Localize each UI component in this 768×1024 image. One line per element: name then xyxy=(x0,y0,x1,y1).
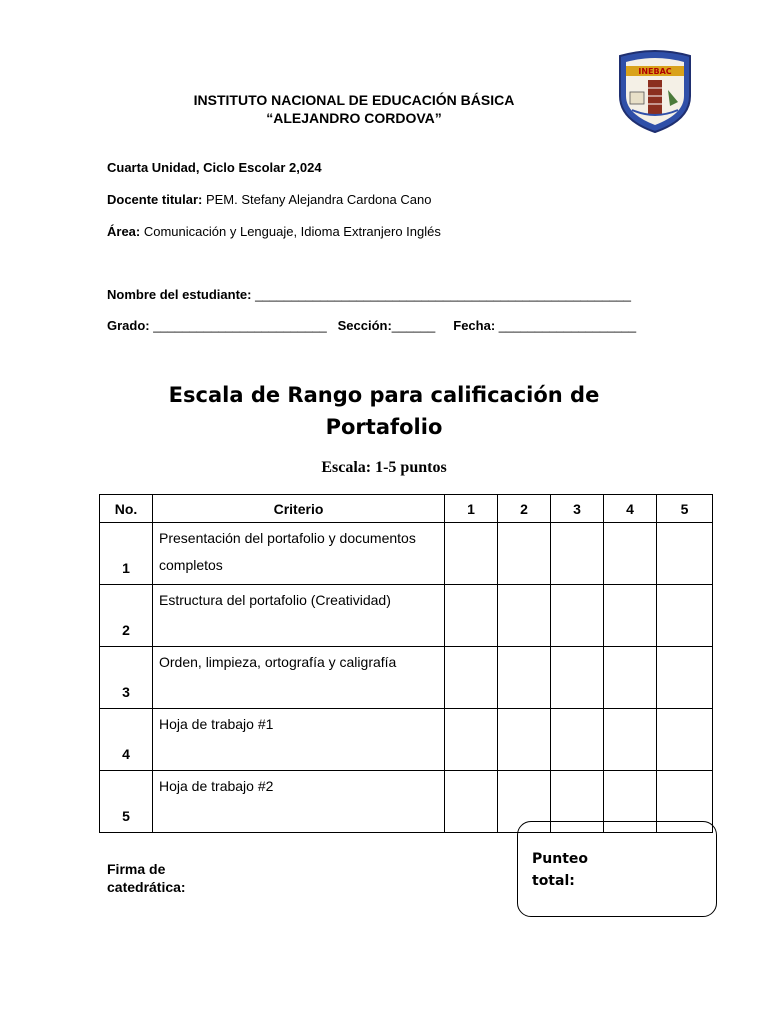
row-number: 5 xyxy=(100,771,153,833)
row-criterio: Hoja de trabajo #1 xyxy=(153,709,445,771)
header-score-3: 3 xyxy=(551,495,604,523)
header-score-1: 1 xyxy=(445,495,498,523)
student-name-line: Nombre del estudiante: ____________________________________________________ xyxy=(107,287,632,302)
row-criterio: Hoja de trabajo #2 xyxy=(153,771,445,833)
row-number: 1 xyxy=(100,523,153,585)
score-cell[interactable] xyxy=(604,585,657,647)
punteo-total-box[interactable] xyxy=(517,821,717,917)
escala-subtitle: Escala: 1-5 puntos xyxy=(321,459,447,476)
header-score-4: 4 xyxy=(604,495,657,523)
table-row xyxy=(100,585,713,647)
header-no: No. xyxy=(100,495,153,523)
score-cell[interactable] xyxy=(657,709,713,771)
score-cell[interactable] xyxy=(498,523,551,585)
table-row xyxy=(100,523,713,585)
header-score-2: 2 xyxy=(498,495,551,523)
score-cell[interactable] xyxy=(445,585,498,647)
grado-line: Grado: ________________________ Sección:______ Fecha: ___________________ xyxy=(107,318,637,333)
row-criterio: Orden, limpieza, ortografía y caligrafía xyxy=(153,647,445,709)
header-criterio: Criterio xyxy=(153,495,445,523)
score-cell[interactable] xyxy=(604,523,657,585)
row-criterio: Presentación del portafolio y documentos completos xyxy=(153,523,445,585)
firma-label: Firma de catedrática: xyxy=(107,861,186,895)
score-cell[interactable] xyxy=(498,585,551,647)
table-row xyxy=(100,647,713,709)
unidad-line: Cuarta Unidad, Ciclo Escolar 2,024 xyxy=(107,160,322,175)
school-name: “ALEJANDRO CORDOVA” xyxy=(266,110,442,126)
row-criterio: Estructura del portafolio (Creatividad) xyxy=(153,585,445,647)
area-line: Área: Comunicación y Lenguaje, Idioma Extranjero Inglés xyxy=(107,224,441,239)
score-cell[interactable] xyxy=(551,523,604,585)
score-cell[interactable] xyxy=(498,647,551,709)
score-cell[interactable] xyxy=(604,709,657,771)
document-title: Escala de Rango para calificación de Portafolio xyxy=(168,383,600,439)
score-cell[interactable] xyxy=(657,585,713,647)
row-number: 2 xyxy=(100,585,153,647)
score-cell[interactable] xyxy=(445,523,498,585)
score-cell[interactable] xyxy=(551,585,604,647)
table-header-row xyxy=(100,495,713,523)
punteo-label: Punteo total: xyxy=(532,851,588,889)
score-cell[interactable] xyxy=(445,771,498,833)
score-cell[interactable] xyxy=(551,709,604,771)
score-cell[interactable] xyxy=(657,647,713,709)
row-number: 4 xyxy=(100,709,153,771)
school-crest-icon xyxy=(612,48,698,134)
institution-title: INSTITUTO NACIONAL DE EDUCACIÓN BÁSICA xyxy=(193,92,515,108)
table-row xyxy=(100,709,713,771)
docente-line: Docente titular: PEM. Stefany Alejandra Cardona Cano xyxy=(107,192,432,207)
score-cell[interactable] xyxy=(657,523,713,585)
score-cell[interactable] xyxy=(445,647,498,709)
score-cell[interactable] xyxy=(445,709,498,771)
row-number: 3 xyxy=(100,647,153,709)
score-cell[interactable] xyxy=(551,647,604,709)
score-cell[interactable] xyxy=(604,647,657,709)
logo-text: INEBAC xyxy=(638,67,672,76)
score-cell[interactable] xyxy=(498,709,551,771)
rubric-table xyxy=(99,494,713,833)
header-score-5: 5 xyxy=(657,495,713,523)
